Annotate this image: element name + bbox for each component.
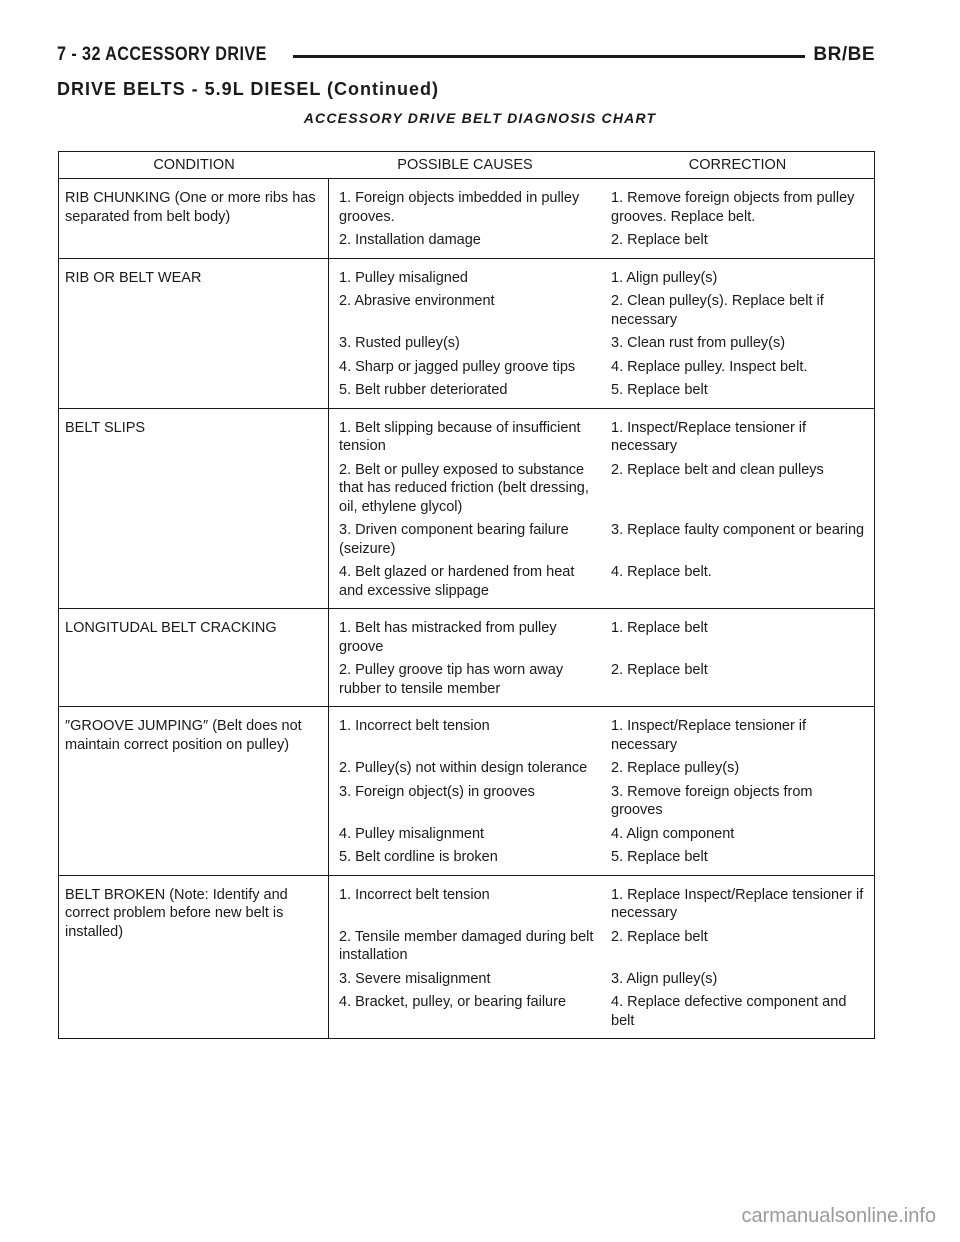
cause-cell: 1. Foreign objects imbedded in pulley grooves. [339,190,580,225]
cause-correction-pair [329,661,874,698]
table-row [59,707,874,876]
cause-correction-pair [329,334,874,353]
correction-cell: 1. Inspect/Replace tensioner if necessary [611,718,807,753]
header-rule [293,55,805,58]
cause-correction-pair [329,717,874,754]
cause-cell: 1. Incorrect belt tension [339,718,490,734]
cause-cell: 1. Pulley misaligned [339,269,468,286]
correction-cell: 3. Clean rust from pulley(s) [611,335,786,351]
cause-correction-pair [329,928,874,965]
correction-cell: 2. Replace belt [611,232,708,248]
cause-cell: 2. Belt or pulley exposed to substance that has reduced friction (belt dressing, oil, ethylene glycol) [339,461,589,515]
cause-correction-list [329,259,874,408]
correction-cell: 5. Replace belt [611,382,708,398]
cause-correction-pair [329,619,874,656]
page-header [57,42,875,72]
page-section-label: 7 - 32 ACCESSORY DRIVE [57,44,267,65]
table-row [59,409,874,610]
condition-cell: RIB OR BELT WEAR [59,259,329,408]
cause-cell: 4. Bracket, pulley, or bearing failure [339,994,567,1010]
cause-cell: 3. Rusted pulley(s) [339,335,460,351]
condition-cell: RIB CHUNKING (One or more ribs has separated from belt body) [59,179,329,258]
chart-title: ACCESSORY DRIVE BELT DIAGNOSIS CHART [303,110,657,126]
cause-correction-pair [329,759,874,778]
cause-correction-pair [329,848,874,867]
column-header-correction: CORRECTION [688,157,787,173]
correction-cell: 1. Replace belt [611,620,708,636]
cause-cell: 2. Installation damage [339,232,481,248]
cause-cell: 4. Pulley misalignment [339,825,485,842]
cause-cell: 4. Sharp or jagged pulley groove tips [339,358,576,375]
condition-cell: BELT SLIPS [59,409,329,609]
cause-correction-pair [329,563,874,600]
cause-cell: 3. Foreign object(s) in grooves [339,783,535,800]
cause-correction-list [329,876,874,1039]
table-header-row [59,152,874,179]
correction-cell: 4. Align component [611,825,735,842]
cause-correction-pair [329,292,874,329]
cause-correction-list [329,409,874,609]
cause-correction-pair [329,783,874,820]
table-body [59,179,874,1038]
table-row [59,609,874,707]
cause-cell: 5. Belt cordline is broken [339,849,498,865]
cause-cell: 3. Driven component bearing failure (seizure) [339,522,569,557]
cause-cell: 2. Pulley(s) not within design tolerance [339,760,588,776]
correction-cell: 1. Replace Inspect/Replace tensioner if necessary [611,886,864,921]
cause-cell: 3. Severe misalignment [339,970,491,987]
correction-cell: 2. Replace pulley(s) [611,760,740,776]
correction-cell: 2. Replace belt [611,928,708,945]
cause-correction-pair [329,521,874,558]
cause-correction-pair [329,231,874,250]
correction-cell: 4. Replace pulley. Inspect belt. [611,358,808,375]
column-header-causes: POSSIBLE CAUSES [397,157,533,173]
correction-cell: 1. Remove foreign objects from pulley grooves. Replace belt. [611,190,855,225]
table-row [59,259,874,409]
condition-cell: ″GROOVE JUMPING″ (Belt does not maintain correct position on pulley) [59,707,329,875]
cause-correction-pair [329,825,874,844]
cause-cell: 5. Belt rubber deteriorated [339,382,508,398]
model-code: BR/BE [813,44,875,65]
cause-cell: 1. Belt has mistracked from pulley groove [339,620,557,655]
cause-correction-pair [329,886,874,923]
correction-cell: 4. Replace defective component and belt [611,994,847,1029]
column-header-condition: CONDITION [153,157,235,173]
correction-cell: 1. Align pulley(s) [611,269,718,286]
cause-cell: 2. Tensile member damaged during belt installation [339,928,594,963]
correction-cell: 1. Inspect/Replace tensioner if necessary [611,419,807,454]
section-subtitle: DRIVE BELTS - 5.9L DIESEL (Continued) [57,79,440,99]
correction-cell: 3. Replace faulty component or bearing [611,522,865,538]
cause-correction-pair [329,993,874,1030]
condition-cell: LONGITUDAL BELT CRACKING [59,609,329,706]
cause-correction-pair [329,269,874,288]
correction-cell: 2. Clean pulley(s). Replace belt if necessary [611,293,824,328]
cause-correction-list [329,609,874,706]
diagnosis-table [58,151,875,1039]
correction-cell: 2. Replace belt and clean pulleys [611,461,824,478]
condition-cell: BELT BROKEN (Note: Identify and correct problem before new belt is installed) [59,876,329,1039]
cause-correction-pair [329,189,874,226]
correction-cell: 4. Replace belt. [611,564,712,580]
cause-correction-pair [329,419,874,456]
cause-correction-list [329,707,874,875]
correction-cell: 3. Align pulley(s) [611,970,718,987]
cause-cell: 2. Abrasive environment [339,293,495,309]
cause-correction-pair [329,461,874,517]
cause-cell: 1. Incorrect belt tension [339,886,490,903]
cause-cell: 1. Belt slipping because of insufficient tension [339,419,581,454]
table-row [59,179,874,259]
cause-correction-pair [329,970,874,989]
cause-correction-list [329,179,874,258]
table-row [59,876,874,1039]
cause-cell: 2. Pulley groove tip has worn away rubber to tensile member [339,662,564,697]
cause-cell: 4. Belt glazed or hardened from heat and excessive slippage [339,564,575,599]
cause-correction-pair [329,381,874,400]
watermark: carmanualsonline.info [741,1205,936,1227]
cause-correction-pair [329,358,874,377]
correction-cell: 5. Replace belt [611,849,708,865]
correction-cell: 2. Replace belt [611,662,708,678]
correction-cell: 3. Remove foreign objects from grooves [611,783,813,818]
